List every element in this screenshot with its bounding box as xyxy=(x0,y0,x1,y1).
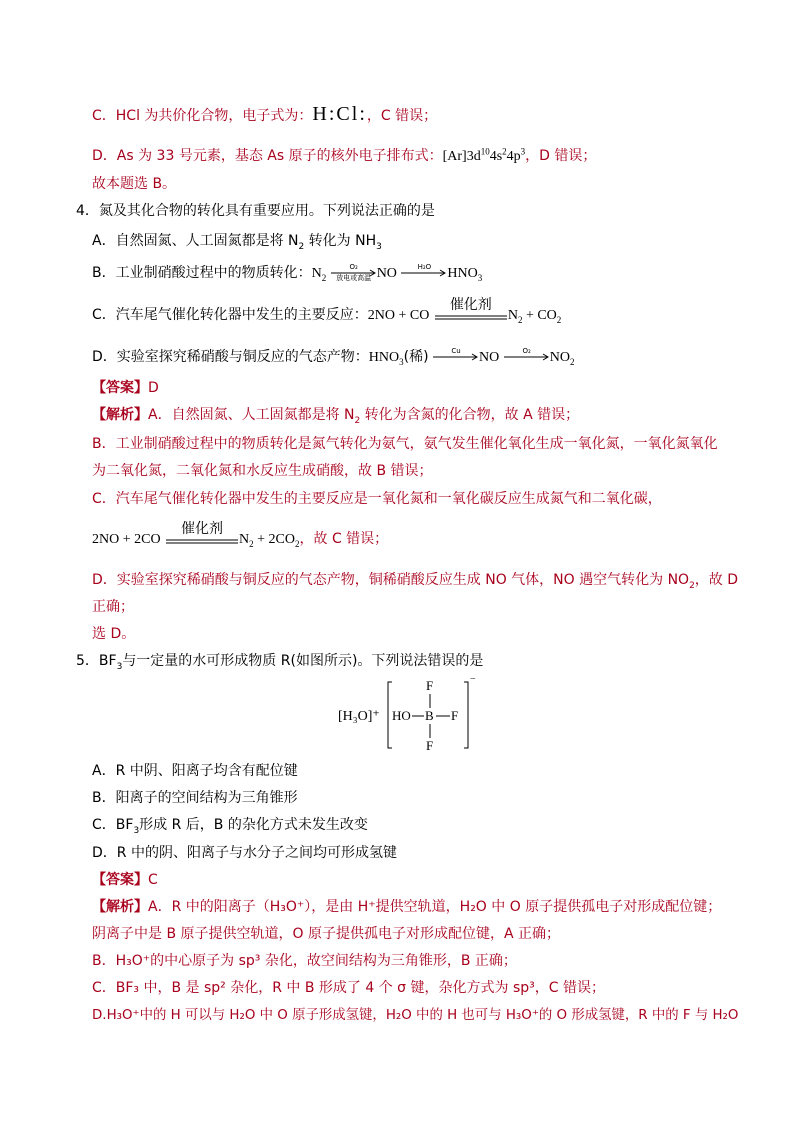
catalyst-equals: 催化剂 xyxy=(449,297,492,313)
arrow-h2o: H₂O xyxy=(401,266,447,280)
q5-option-d: D．R 中的阴、阳离子与水分子之间均可形成氢键 xyxy=(92,845,397,861)
prev-option-d xyxy=(92,146,596,167)
q5-option-c: C．$BF_3$形成 R 后，B 的杂化方式未发生改变 xyxy=(92,817,368,836)
structure-r-diagram xyxy=(336,674,478,758)
q4-conclusion: 选 D。 xyxy=(92,626,136,642)
arrow-cu: Cu xyxy=(433,350,479,364)
anion-charge: − xyxy=(470,674,476,685)
hcl-electron-formula: H:Cl: xyxy=(312,103,367,125)
h3o-cation-label: [H₃O]⁺ xyxy=(338,709,380,724)
prev-d-text: D．As 为 33 号元素，基态 As 原子的核外电子排布式： xyxy=(92,148,443,164)
prev-c-post: ，C 错误； xyxy=(366,108,438,124)
arrow-o2: O₂ 放电或高温 xyxy=(331,266,377,280)
f-top: F xyxy=(426,678,434,693)
q4-analysis-a: 【解析】A．自然固氮、人工固氮都是将 $N_2$ 转化为含氮的化合物，故 A 错误； xyxy=(92,407,580,426)
q5-analysis-a2: 阴离子中是 B 原子提供空轨道，O 原子提供孤电子对形成配位键，A 正确； xyxy=(92,926,561,942)
prev-conclusion: 故本题选 B。 xyxy=(92,176,177,192)
q4-analysis-b2: 为二氧化氮，二氧化氮和水反应生成硝酸，故 B 错误； xyxy=(92,463,433,479)
q4-analysis-c1: C．汽车尾气催化转化器中发生的主要反应是一氧化氮和一氧化碳反应生成氮气和二氧化碳， xyxy=(92,491,662,507)
ho-label: HO xyxy=(392,708,411,723)
q4-option-b: B．工业制硝酸过程中的物质转化：$N_2$ O₂ 放电或高温 NO H₂O $HNO_3$ xyxy=(92,263,483,283)
q5-answer: 【答案】C xyxy=(92,872,158,888)
q5-option-a: A．R 中阴、阳离子均含有配位键 xyxy=(92,763,298,779)
prev-d-post: ，D 错误； xyxy=(525,148,597,164)
q4-option-c: C．汽车尾气催化转化器中发生的主要反应：2NO + CO 催化剂 $N_2 + CO_2$ xyxy=(92,297,562,325)
arrow-o2-d: O₂ xyxy=(504,350,550,364)
q4-analysis-d2: 正确； xyxy=(92,599,134,615)
q5-analysis-b: B．H₃O⁺的中心原子为 sp³ 杂化，故空间结构为三角锥形，B 正确； xyxy=(92,953,517,969)
bracket-right xyxy=(464,682,468,748)
q5-analysis-c: C．BF₃ 中，B 是 sp² 杂化，R 中 B 形成了 4 个 σ 键，杂化方式为 sp³，C 错误； xyxy=(92,980,605,996)
f-right: F xyxy=(451,708,459,723)
b-center: B xyxy=(425,708,434,723)
q5-analysis-a1: 【解析】A．R 中的阳离子（H₃O⁺），是由 H⁺提供空轨道，H₂O 中 O 原子提供孤电子对形成配位键； xyxy=(92,899,722,915)
catalyst-equals-analysis: 催化剂 xyxy=(181,521,224,537)
q4-option-a: A．自然固氮、人工固氮都是将 $N_2$ 转化为 $NH_3$ xyxy=(92,233,382,252)
f-bottom: F xyxy=(426,738,434,753)
prev-c-text: C．HCl 为共价化合物，电子式为： xyxy=(92,108,313,124)
prev-option-c xyxy=(92,104,437,126)
q5-stem: 5．$BF_3$与一定量的水可形成物质 R(如图所示)。下列说法错误的是 xyxy=(76,653,484,672)
q4-stem: 4．氮及其化合物的转化具有重要应用。下列说法正确的是 xyxy=(76,203,435,219)
q5-analysis-d: D.H₃O⁺中的 H 可以与 H₂O 中 O 原子形成氢键，H₂O 中的 H 也可与 H₃O⁺的 O 形成氢键，R 中的 F 与 H₂O xyxy=(92,1008,739,1023)
as-config: $[Ar]3d^{10}4s^24p^3$ xyxy=(442,146,526,164)
q4-answer: 【答案】D xyxy=(92,380,159,396)
q4-analysis-c2: 2NO + 2CO 催化剂 $N_2 + 2CO_2$，故 C 错误； xyxy=(92,521,389,549)
q5-option-b: B．阳离子的空间结构为三角锥形 xyxy=(92,790,298,806)
q4-analysis-d1: D．实验室探究稀硝酸与铜反应的气态产物，铜稀硝酸反应生成 NO 气体，NO 遇空气转化为 $NO_2$，故 D xyxy=(92,572,739,591)
q4-analysis-b1: B．工业制硝酸过程中的物质转化是氮气转化为氨气，氨气发生催化氧化生成一氧化氮，一氧化氮氧化 xyxy=(92,436,718,452)
q4-option-d: D．实验室探究稀硝酸与铜反应的气态产物：$HNO_3$(稀) Cu NO O₂ $NO_2$ xyxy=(92,347,575,367)
